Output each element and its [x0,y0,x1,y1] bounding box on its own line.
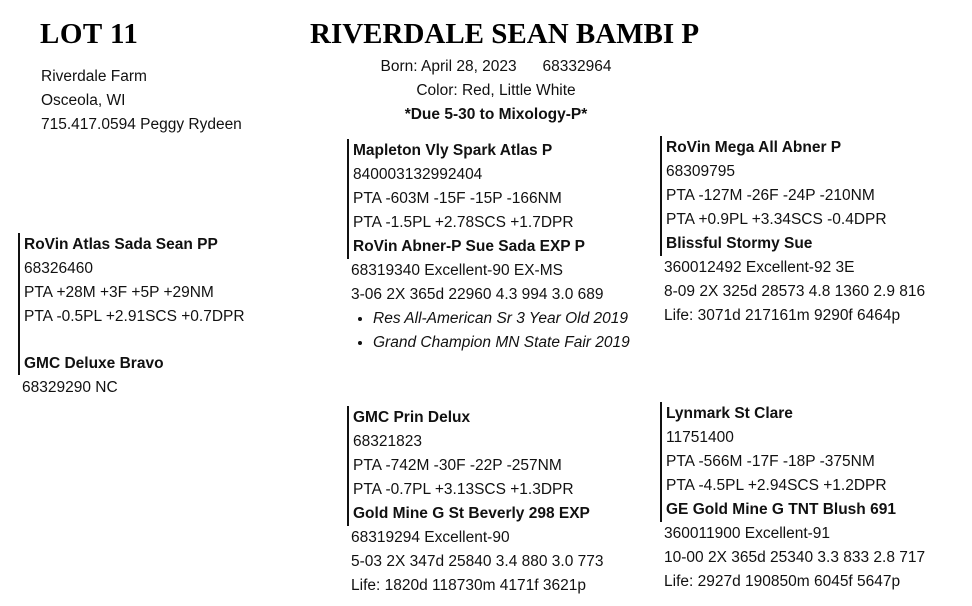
dams-dam-name: Gold Mine G St Beverly 298 EXP [353,505,590,522]
born-date: Born: April 28, 2023 [380,58,517,75]
sd-sire-box [660,136,887,232]
sd-sire-pta-health: PTA +0.9PL +3.34SCS -0.4DPR [666,211,887,228]
sire-box [18,233,245,329]
sires-dam-box [347,235,585,259]
sires-sire-pta-production: PTA -603M -15F -15P -166NM [353,190,562,207]
sd-dam-box [660,232,812,256]
dams-dam-record: 5-03 2X 347d 25840 3.4 880 3.0 773 [351,553,604,570]
dam-name: GMC Deluxe Bravo [24,355,164,372]
dd-dam-reg: 360011900 Excellent-91 [664,525,831,542]
sires-sire-box [347,139,574,235]
sires-dam-honors [351,307,630,355]
sire-reg: 68326460 [24,260,93,277]
sires-sire-reg: 840003132992404 [353,166,483,183]
dd-dam-name: GE Gold Mine G TNT Blush 691 [666,501,896,518]
farm-contact: 715.417.0594 Peggy Rydeen [41,116,242,133]
sires-sire-pta-health: PTA -1.5PL +2.78SCS +1.7DPR [353,214,574,231]
farm-city: Osceola, WI [41,92,126,109]
dams-dam-details [351,526,604,598]
honor-item: • Grand Champion MN State Fair 2019 [373,331,630,355]
color-line: Color: Red, Little White [416,82,576,99]
sire-name: RoVin Atlas Sada Sean PP [24,236,218,253]
dams-sire-reg: 68321823 [353,433,422,450]
sire-box-connector [18,329,24,353]
dam-reg: 68329290 NC [22,379,118,396]
lot-number: LOT 11 [40,18,139,50]
dd-dam-record: 10-00 2X 365d 25340 3.3 833 2.8 717 [664,549,926,566]
farm-name: Riverdale Farm [41,68,147,85]
sd-sire-reg: 68309795 [666,163,735,180]
dams-sire-pta-production: PTA -742M -30F -22P -257NM [353,457,562,474]
dd-sire-box [660,402,887,498]
dam-box [18,352,164,375]
dams-dam-lifetime: Life: 1820d 118730m 4171f 3621p [351,577,586,594]
sd-dam-name: Blissful Stormy Sue [666,235,813,252]
dams-dam-reg: 68319294 Excellent-90 [351,529,510,546]
dams-sire-pta-health: PTA -0.7PL +3.13SCS +1.3DPR [353,481,574,498]
sd-dam-details [664,256,925,328]
dd-sire-pta-production: PTA -566M -17F -18P -375NM [666,453,875,470]
dams-sire-box [347,406,574,502]
sires-sire-name: Mapleton Vly Spark Atlas P [353,142,553,159]
birth-info [366,55,626,127]
honor-item: • Res All-American Sr 3 Year Old 2019 [373,307,630,331]
due-date-line: *Due 5-30 to Mixology-P* [404,106,588,123]
sires-dam-reg: 68319340 Excellent-90 EX-MS [351,262,563,279]
dd-dam-lifetime: Life: 2927d 190850m 6045f 5647p [664,573,901,590]
sires-dam-record: 3-06 2X 365d 22960 4.3 994 3.0 689 [351,286,604,303]
sd-dam-reg: 360012492 Excellent-92 3E [664,259,855,276]
consignor-info [41,65,242,137]
sd-sire-name: RoVin Mega All Abner P [666,139,842,156]
dd-sire-reg: 11751400 [666,429,734,446]
dd-dam-details [664,522,925,594]
born-line [366,55,626,79]
sires-dam-name: RoVin Abner-P Sue Sada EXP P [353,238,586,255]
sd-dam-lifetime: Life: 3071d 217161m 9290f 6464p [664,307,901,324]
dd-dam-box [660,498,896,522]
dd-sire-pta-health: PTA -4.5PL +2.94SCS +1.2DPR [666,477,887,494]
animal-name: RIVERDALE SEAN BAMBI P [310,18,700,50]
dams-dam-box [347,502,590,526]
sd-dam-record: 8-09 2X 325d 28573 4.8 1360 2.9 816 [664,283,926,300]
sd-sire-pta-production: PTA -127M -26F -24P -210NM [666,187,875,204]
sire-pta-health: PTA -0.5PL +2.91SCS +0.7DPR [24,308,245,325]
dams-sire-name: GMC Prin Delux [353,409,471,426]
sire-pta-production: PTA +28M +3F +5P +29NM [24,284,214,301]
registration-number: 68332964 [542,58,612,75]
sires-dam-details [351,259,630,355]
dd-sire-name: Lynmark St Clare [666,405,793,422]
